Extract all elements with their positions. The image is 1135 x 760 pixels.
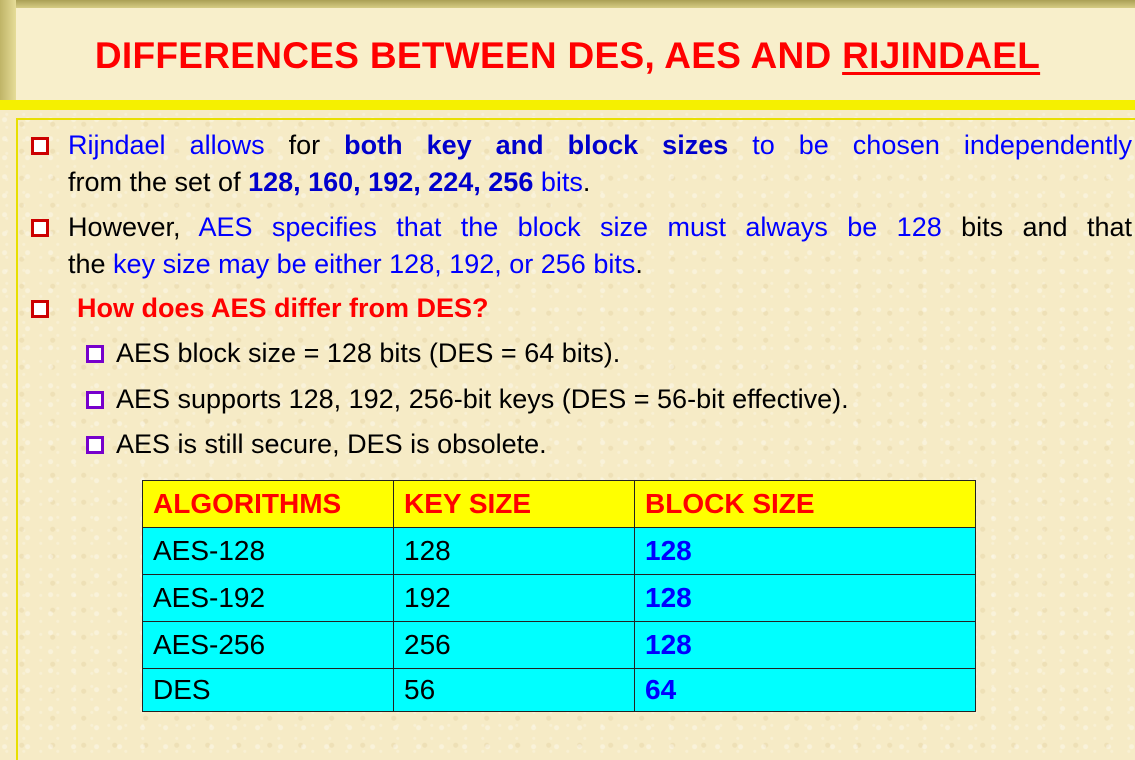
table-row xyxy=(143,528,976,575)
header-algorithms: ALGORITHMS xyxy=(143,481,394,528)
text-question: How does AES differ from DES? xyxy=(77,293,489,323)
page-title xyxy=(0,34,1135,78)
bullet-aes-spec-line2 xyxy=(68,246,1132,283)
text-however: However, xyxy=(68,212,199,242)
cell-algorithm: AES-256 xyxy=(143,622,394,669)
text-rijndael-allows: Rijndael allows xyxy=(68,130,265,160)
banner-top-bevel xyxy=(0,0,1135,8)
comparison-table xyxy=(142,480,976,712)
bullet-question xyxy=(77,290,1135,327)
table-row xyxy=(143,622,976,669)
checkbox-bullet-icon xyxy=(31,300,49,318)
checkbox-sub-bullet-icon xyxy=(86,436,104,454)
cell-block-size: 64 xyxy=(635,669,976,712)
text-period: . xyxy=(582,167,591,197)
cell-key-size: 128 xyxy=(394,528,635,575)
text-from-set: from the set of xyxy=(68,167,249,197)
text-period: . xyxy=(635,249,643,279)
text-bits: bits xyxy=(533,167,583,197)
banner-bottom-stripe xyxy=(0,100,1135,110)
title-main: DIFFERENCES BETWEEN DES, AES AND xyxy=(94,35,843,76)
cell-block-size: 128 xyxy=(635,622,976,669)
text-the: the xyxy=(68,249,114,279)
bullet-rijndael-line1 xyxy=(68,127,1132,164)
bullet-rijndael xyxy=(68,127,1132,201)
cell-algorithm: AES-128 xyxy=(143,528,394,575)
cell-algorithm: AES-192 xyxy=(143,575,394,622)
cell-block-size: 128 xyxy=(635,528,976,575)
cell-key-size: 56 xyxy=(394,669,635,712)
table-row xyxy=(143,575,976,622)
title-underlined: RIJINDAEL xyxy=(842,35,1041,76)
sub-bullet-key-sizes: AES supports 128, 192, 256-bit keys (DES = 56-bit effective). xyxy=(116,384,849,414)
cell-key-size: 192 xyxy=(394,575,635,622)
table-header-row xyxy=(143,481,976,528)
cell-block-size: 128 xyxy=(635,575,976,622)
text-bits-and-that: bits and that xyxy=(941,212,1132,242)
cell-key-size: 256 xyxy=(394,622,635,669)
cell-algorithm: DES xyxy=(143,669,394,712)
table-row xyxy=(143,669,976,712)
text-for: for xyxy=(264,130,345,160)
text-aes-specifies: AES specifies that the block size must always be 128 xyxy=(198,212,942,242)
bullet-aes-spec-line1 xyxy=(68,209,1132,246)
header-block-size: BLOCK SIZE xyxy=(635,481,976,528)
checkbox-sub-bullet-icon xyxy=(86,391,104,409)
text-key-block-sizes: both key and block sizes xyxy=(344,130,729,160)
bullet-aes-spec xyxy=(68,209,1132,283)
sub-bullet-block-size: AES block size = 128 bits (DES = 64 bits). xyxy=(116,338,621,368)
bullet-rijndael-line2 xyxy=(68,164,1132,201)
title-banner xyxy=(0,0,1135,112)
text-key-size-options: key size may be either 128, 192, or 256 bits xyxy=(113,249,636,279)
text-chosen-independently: to be chosen independently xyxy=(728,130,1133,160)
checkbox-sub-bullet-icon xyxy=(86,345,104,363)
checkbox-bullet-icon xyxy=(31,219,49,237)
text-size-set: 128, 160, 192, 224, 256 xyxy=(248,167,534,197)
checkbox-bullet-icon xyxy=(31,137,49,155)
header-key-size: KEY SIZE xyxy=(394,481,635,528)
sub-bullet-security: AES is still secure, DES is obsolete. xyxy=(116,429,547,459)
